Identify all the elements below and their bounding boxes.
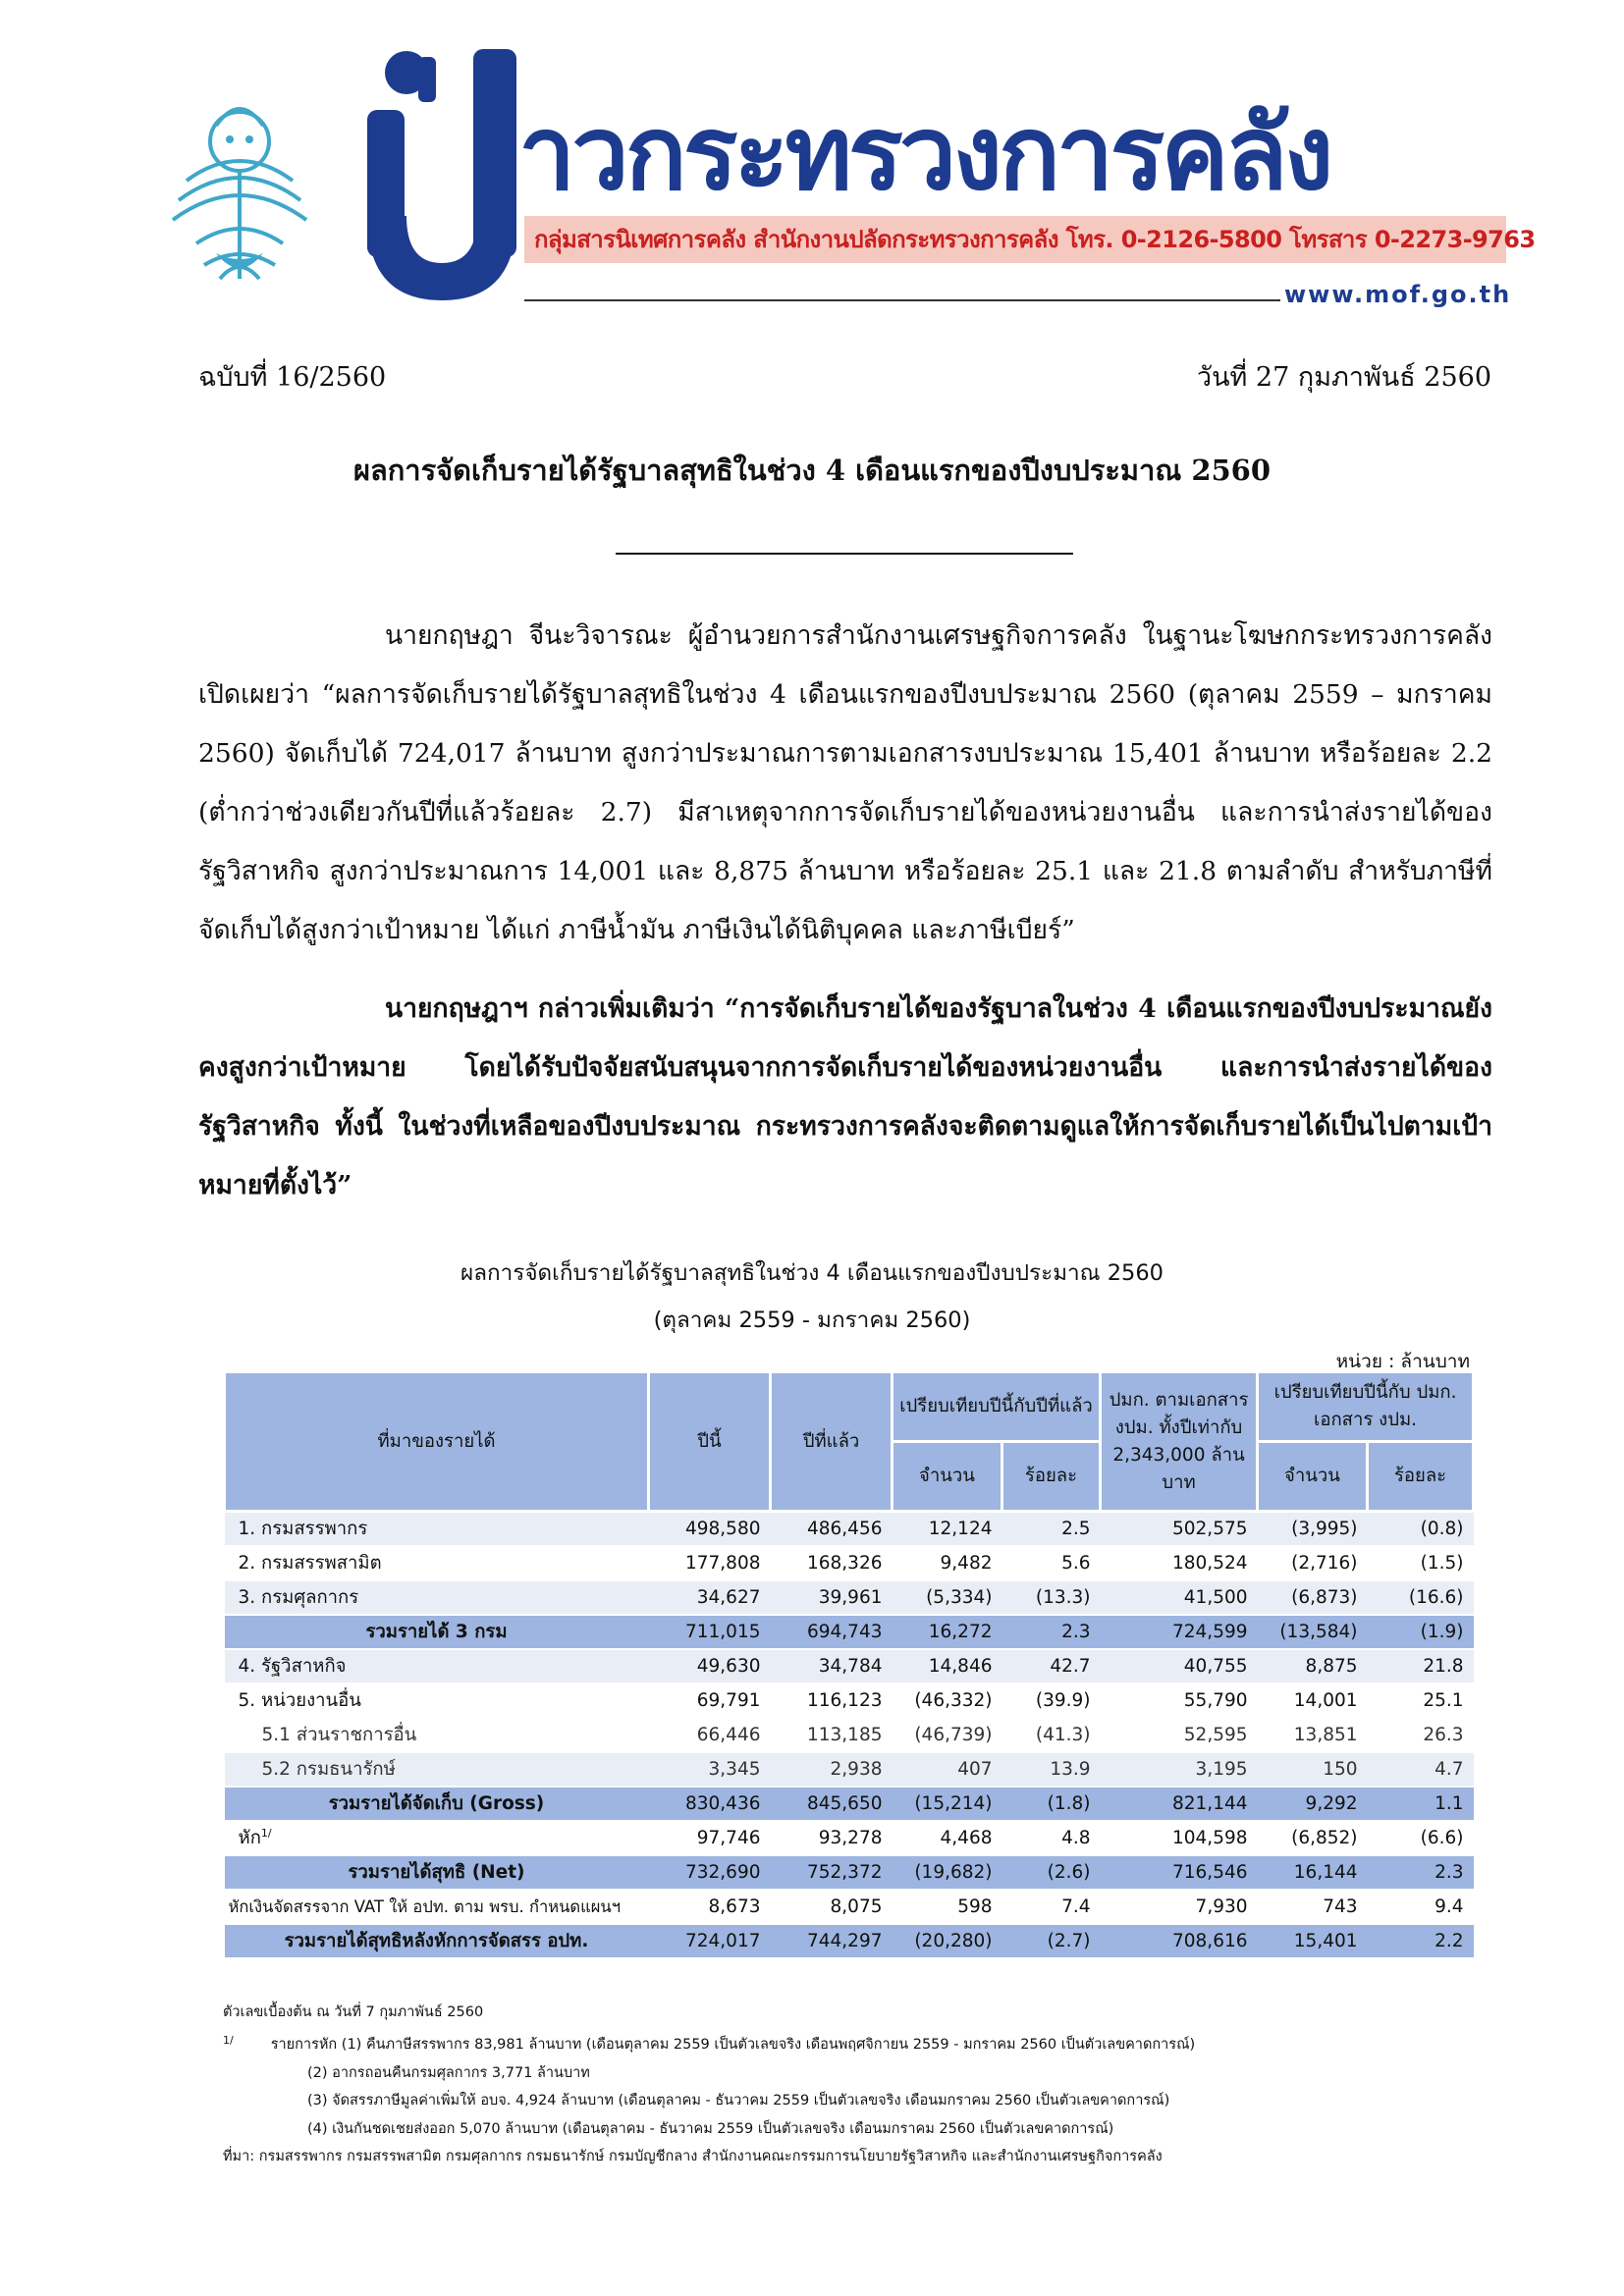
cell-est-diff-percent: 4.7	[1368, 1752, 1474, 1787]
cell-diff-percent: 2.3	[1002, 1615, 1101, 1649]
cell-this-year: 732,690	[649, 1855, 771, 1890]
cell-estimate: 41,500	[1101, 1580, 1258, 1615]
revenue-table	[223, 1370, 1475, 1959]
header-source: ที่มาของรายได้	[225, 1372, 649, 1512]
row-label: 5. หน่วยงานอื่น	[225, 1683, 649, 1718]
garuda-emblem-logo	[157, 96, 322, 293]
header-compare-last-year: เปรียบเทียบปีนี้กับปีที่แล้ว	[893, 1372, 1101, 1442]
title-divider	[616, 553, 1073, 555]
cell-diff-percent: 42.7	[1002, 1649, 1101, 1683]
cell-this-year: 97,746	[649, 1821, 771, 1855]
row-label: รวมรายได้สุทธิ (Net)	[225, 1855, 649, 1890]
table-notes	[223, 1999, 1480, 2171]
cell-diff-amount: (46,332)	[893, 1683, 1002, 1718]
table-unit: หน่วย : ล้านบาท	[1335, 1351, 1470, 1372]
cell-diff-percent: 13.9	[1002, 1752, 1101, 1787]
cell-est-diff-percent: (1.5)	[1368, 1546, 1474, 1580]
cell-estimate: 724,599	[1101, 1615, 1258, 1649]
table-sub-row	[225, 1718, 1474, 1752]
table-sub-row	[225, 1752, 1474, 1787]
table-total-row	[225, 1615, 1474, 1649]
cell-est-diff-percent: (6.6)	[1368, 1821, 1474, 1855]
cell-last-year: 168,326	[771, 1546, 893, 1580]
masthead-big-letter-logo	[367, 49, 516, 300]
cell-diff-percent: 4.8	[1002, 1821, 1101, 1855]
cell-est-diff-percent: 1.1	[1368, 1787, 1474, 1821]
table-title: ผลการจัดเก็บรายได้รัฐบาลสุทธิในช่วง 4 เดือนแรกของปีงบประมาณ 2560	[460, 1260, 1164, 1286]
cell-estimate: 716,546	[1101, 1855, 1258, 1890]
cell-diff-amount: 4,468	[893, 1821, 1002, 1855]
header-percent: ร้อยละ	[1368, 1442, 1474, 1512]
cell-est-diff-percent: (0.8)	[1368, 1512, 1474, 1547]
cell-estimate: 3,195	[1101, 1752, 1258, 1787]
cell-last-year: 2,938	[771, 1752, 893, 1787]
cell-est-diff-percent: 25.1	[1368, 1683, 1474, 1718]
cell-est-diff-amount: (6,852)	[1258, 1821, 1368, 1855]
cell-diff-amount: 407	[893, 1752, 1002, 1787]
table-row	[225, 1649, 1474, 1683]
table-total-row	[225, 1855, 1474, 1890]
row-label: รวมรายได้ 3 กรม	[225, 1615, 649, 1649]
row-label: 5.2 กรมธนารักษ์	[225, 1752, 649, 1787]
paragraph-2	[198, 980, 1492, 1215]
cell-estimate: 104,598	[1101, 1821, 1258, 1855]
table-total-row	[225, 1787, 1474, 1821]
header-this-year: ปีนี้	[649, 1372, 771, 1512]
header-compare-estimate: เปรียบเทียบปีนี้กับ ปมก. เอกสาร งปม.	[1258, 1372, 1474, 1442]
table-row	[225, 1580, 1474, 1615]
note-deduction-1	[223, 2027, 1480, 2059]
row-label: รวมรายได้จัดเก็บ (Gross)	[225, 1787, 649, 1821]
cell-diff-amount: (20,280)	[893, 1924, 1002, 1958]
cell-last-year: 486,456	[771, 1512, 893, 1547]
issue-number: ฉบับที่ 16/2560	[198, 362, 387, 393]
cell-last-year: 113,185	[771, 1718, 893, 1752]
masthead-contact: กลุ่มสารนิเทศการคลัง สำนักงานปลัดกระทรวงการคลัง โทร. 0-2126-5800 โทรสาร 0-2273-9763	[534, 226, 1536, 253]
cell-est-diff-percent: 2.3	[1368, 1855, 1474, 1890]
paragraph-1	[198, 607, 1492, 960]
cell-est-diff-percent: 9.4	[1368, 1890, 1474, 1924]
cell-diff-percent: (2.7)	[1002, 1924, 1101, 1958]
cell-this-year: 177,808	[649, 1546, 771, 1580]
cell-this-year: 34,627	[649, 1580, 771, 1615]
note-deduction-2: (2) อากรถอนคืนกรมศุลกากร 3,771 ล้านบาท	[307, 2064, 590, 2081]
cell-last-year: 34,784	[771, 1649, 893, 1683]
cell-this-year: 724,017	[649, 1924, 771, 1958]
cell-this-year: 8,673	[649, 1890, 771, 1924]
row-label: 4. รัฐวิสาหกิจ	[225, 1649, 649, 1683]
cell-diff-percent: (1.8)	[1002, 1787, 1101, 1821]
row-label: หักเงินจัดสรรจาก VAT ให้ อปท. ตาม พรบ. กำหนดแผนฯ	[225, 1890, 649, 1924]
cell-last-year: 116,123	[771, 1683, 893, 1718]
table-row	[225, 1890, 1474, 1924]
cell-est-diff-percent: 2.2	[1368, 1924, 1474, 1958]
cell-diff-amount: 14,846	[893, 1649, 1002, 1683]
cell-est-diff-amount: 8,875	[1258, 1649, 1368, 1683]
cell-this-year: 830,436	[649, 1787, 771, 1821]
table-row	[225, 1821, 1474, 1855]
row-label: 2. กรมสรรพสามิต	[225, 1546, 649, 1580]
cell-last-year: 8,075	[771, 1890, 893, 1924]
cell-last-year: 752,372	[771, 1855, 893, 1890]
cell-estimate: 55,790	[1101, 1683, 1258, 1718]
cell-diff-amount: (19,682)	[893, 1855, 1002, 1890]
cell-est-diff-amount: (6,873)	[1258, 1580, 1368, 1615]
cell-est-diff-amount: (2,716)	[1258, 1546, 1368, 1580]
cell-diff-percent: (2.6)	[1002, 1855, 1101, 1890]
table-row	[225, 1546, 1474, 1580]
cell-last-year: 845,650	[771, 1787, 893, 1821]
website-underline	[524, 299, 1280, 301]
table-row	[225, 1683, 1474, 1718]
header-last-year: ปีที่แล้ว	[771, 1372, 893, 1512]
deduction-label: หัก	[238, 1828, 261, 1848]
note-preliminary: ตัวเลขเบื้องต้น ณ วันที่ 7 กุมภาพันธ์ 2560	[223, 2004, 484, 2020]
masthead-website-link[interactable]: www.mof.go.th	[1284, 281, 1512, 308]
header-amount: จำนวน	[1258, 1442, 1368, 1512]
cell-est-diff-amount: 13,851	[1258, 1718, 1368, 1752]
masthead-title: าวกระทรวงการคลัง	[518, 93, 1330, 213]
cell-last-year: 744,297	[771, 1924, 893, 1958]
issue-date: วันที่ 27 กุมภาพันธ์ 2560	[1196, 362, 1491, 393]
cell-diff-amount: 16,272	[893, 1615, 1002, 1649]
table-total-row	[225, 1924, 1474, 1958]
cell-estimate: 40,755	[1101, 1649, 1258, 1683]
note-deduction-1-text: รายการหัก (1) คืนภาษีสรรพากร 83,981 ล้านบาท (เดือนตุลาคม 2559 เป็นตัวเลขจริง เดือนพฤศจิกายน 2559 - มกราคม 2560 เป็นตัวเลขคาดการณ์)	[270, 2037, 1196, 2054]
cell-est-diff-amount: 9,292	[1258, 1787, 1368, 1821]
cell-diff-percent: (13.3)	[1002, 1580, 1101, 1615]
cell-diff-amount: (15,214)	[893, 1787, 1002, 1821]
cell-diff-amount: (5,334)	[893, 1580, 1002, 1615]
row-label	[225, 1821, 649, 1855]
cell-last-year: 694,743	[771, 1615, 893, 1649]
cell-est-diff-amount: 150	[1258, 1752, 1368, 1787]
table-subtitle: (ตุลาคม 2559 - มกราคม 2560)	[653, 1308, 971, 1333]
cell-est-diff-amount: 16,144	[1258, 1855, 1368, 1890]
cell-est-diff-amount: (3,995)	[1258, 1512, 1368, 1547]
cell-est-diff-percent: 26.3	[1368, 1718, 1474, 1752]
cell-estimate: 52,595	[1101, 1718, 1258, 1752]
cell-est-diff-amount: 14,001	[1258, 1683, 1368, 1718]
row-label: รวมรายได้สุทธิหลังหักการจัดสรร อปท.	[225, 1924, 649, 1958]
footnote-marker: 1/	[260, 1826, 272, 1840]
cell-this-year: 498,580	[649, 1512, 771, 1547]
cell-est-diff-amount: 743	[1258, 1890, 1368, 1924]
document-title: ผลการจัดเก็บรายได้รัฐบาลสุทธิในช่วง 4 เดือนแรกของปีงบประมาณ 2560	[352, 454, 1272, 487]
paragraph-1-text: นายกฤษฎา จีนะวิจารณะ ผู้อำนวยการสำนักงานเศรษฐกิจการคลัง ในฐานะโฆษกกระทรวงการคลัง เปิดเผยว่า “ผลการจัดเก็บรายได้รัฐบาลสุทธิในช่วง 4 เดือนแรกของปีงบประมาณ 2560 (ตุลาคม 2559 – มกราคม 2560) จัดเก็บได้ 724,017 ล้านบาท สูงกว่าประมาณการตามเอกสารงบประมาณ 15,401 ล้านบาท หรือร้อยละ 2.2 (ต่ำกว่าช่วงเดียวกันปีที่แล้วร้อยละ 2.7) มีสาเหตุจากการจัดเก็บรายได้ของหน่วยงานอื่น และการนำส่งรายได้ของรัฐวิสาหกิจ สูงกว่าประมาณการ 14,001 และ 8,875 ล้านบาท หรือร้อยละ 25.1 และ 21.8 ตามลำดับ สำหรับภาษีที่จัดเก็บได้สูงกว่าเป้าหมาย ได้แก่ ภาษีน้ำมัน ภาษีเงินได้นิติบุคคล และภาษีเบียร์”	[198, 620, 1492, 945]
cell-diff-amount: 9,482	[893, 1546, 1002, 1580]
cell-diff-amount: (46,739)	[893, 1718, 1002, 1752]
cell-diff-percent: 2.5	[1002, 1512, 1101, 1547]
paragraph-2-text: นายกฤษฎาฯ กล่าวเพิ่มเติมว่า “การจัดเก็บรายได้ของรัฐบาลในช่วง 4 เดือนแรกของปีงบประมาณยังคงสูงกว่าเป้าหมาย โดยได้รับปัจจัยสนับสนุนจากการจัดเก็บรายได้ของหน่วยงานอื่น และการนำส่งรายได้ของรัฐวิสาหกิจ ทั้งนี้ ในช่วงที่เหลือของปีงบประมาณ กระทรวงการคลังจะติดตามดูแลให้การจัดเก็บรายได้เป็นไปตามเป้าหมายที่ตั้งไว้”	[198, 993, 1492, 1201]
cell-diff-percent: (39.9)	[1002, 1683, 1101, 1718]
cell-last-year: 93,278	[771, 1821, 893, 1855]
row-label: 3. กรมศุลกากร	[225, 1580, 649, 1615]
cell-estimate: 821,144	[1101, 1787, 1258, 1821]
note-deduction-3: (3) จัดสรรภาษีมูลค่าเพิ่มให้ อบจ. 4,924 ล้านบาท (เดือนตุลาคม - ธันวาคม 2559 เป็นตัวเลขจริง เดือนมกราคม 2560 เป็นตัวเลขคาดการณ์)	[307, 2093, 1170, 2109]
table-row	[225, 1512, 1474, 1547]
cell-estimate: 7,930	[1101, 1890, 1258, 1924]
cell-estimate: 180,524	[1101, 1546, 1258, 1580]
note-source: ที่มา: กรมสรรพากร กรมสรรพสามิต กรมศุลกากร กรมธนารักษ์ กรมบัญชีกลาง สำนักงานคณะกรรมการนโยบายรัฐวิสาหกิจ และสำนักงานเศรษฐกิจการคลัง	[223, 2149, 1163, 2165]
header-percent: ร้อยละ	[1002, 1442, 1101, 1512]
cell-diff-amount: 12,124	[893, 1512, 1002, 1547]
cell-estimate: 708,616	[1101, 1924, 1258, 1958]
cell-this-year: 49,630	[649, 1649, 771, 1683]
cell-this-year: 66,446	[649, 1718, 771, 1752]
cell-this-year: 3,345	[649, 1752, 771, 1787]
header-estimate: ปมก. ตามเอกสาร งปม. ทั้งปีเท่ากับ 2,343,000 ล้านบาท	[1101, 1372, 1258, 1512]
cell-est-diff-percent: 21.8	[1368, 1649, 1474, 1683]
row-label: 5.1 ส่วนราชการอื่น	[225, 1718, 649, 1752]
row-label: 1. กรมสรรพากร	[225, 1512, 649, 1547]
cell-est-diff-percent: (16.6)	[1368, 1580, 1474, 1615]
cell-estimate: 502,575	[1101, 1512, 1258, 1547]
note-deduction-4: (4) เงินกันชดเชยส่งออก 5,070 ล้านบาท (เดือนตุลาคม - ธันวาคม 2559 เป็นตัวเลขจริง เดือนมกราคม 2560 เป็นตัวเลขคาดการณ์)	[307, 2120, 1114, 2137]
table-body	[225, 1512, 1474, 1959]
cell-this-year: 69,791	[649, 1683, 771, 1718]
header-amount: จำนวน	[893, 1442, 1002, 1512]
cell-est-diff-amount: (13,584)	[1258, 1615, 1368, 1649]
cell-last-year: 39,961	[771, 1580, 893, 1615]
cell-est-diff-percent: (1.9)	[1368, 1615, 1474, 1649]
footnote-marker: 1/	[223, 2033, 234, 2047]
cell-this-year: 711,015	[649, 1615, 771, 1649]
cell-diff-percent: 5.6	[1002, 1546, 1101, 1580]
cell-diff-percent: 7.4	[1002, 1890, 1101, 1924]
cell-est-diff-amount: 15,401	[1258, 1924, 1368, 1958]
cell-diff-amount: 598	[893, 1890, 1002, 1924]
cell-diff-percent: (41.3)	[1002, 1718, 1101, 1752]
